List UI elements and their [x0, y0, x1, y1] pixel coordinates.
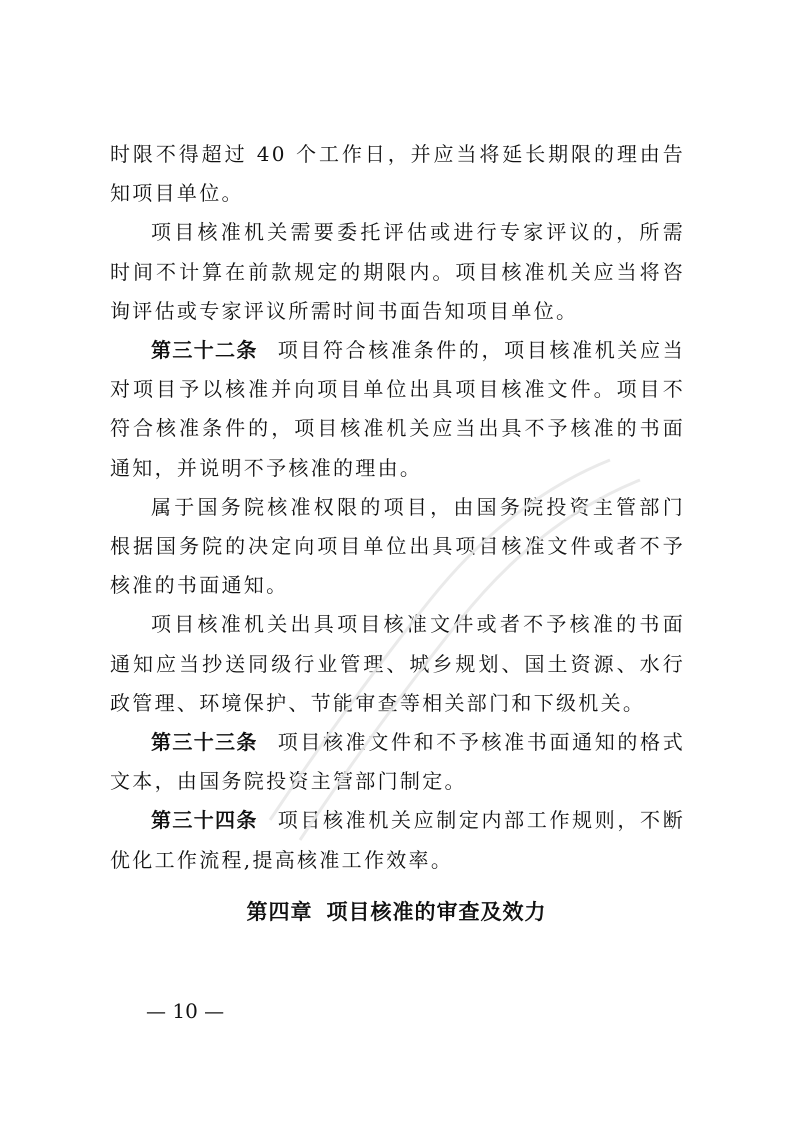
- article-32: 第三十二条 项目符合核准条件的，项目核准机关应当对项目予以核准并向项目单位出具项目核准文件。项目不符合核准条件的，项目核准机关应当出具不予核准的书面通知，并说明不予核准的理由。: [110, 338, 686, 480]
- article-33-label: 第三十三条: [151, 730, 258, 755]
- paragraph-5: 项目核准机关出具项目核准文件或者不予核准的书面通知应当抄送同级行业管理、城乡规划、国土资源、水行政管理、环境保护、节能审查等相关部门和下级机关。: [110, 612, 685, 715]
- chapter-heading: [0, 897, 793, 927]
- article-32-label: 第三十二条: [151, 338, 258, 363]
- paragraph-1: 时限不得超过 40 个工作日，并应当将延长期限的理由告知项目单位。: [110, 142, 685, 206]
- article-34-label: 第三十四条: [151, 808, 258, 833]
- paragraph-4: 属于国务院核准权限的项目，由国务院投资主管部门根据国务院的决定向项目单位出具项目核准文件或者不予核准的书面通知。: [110, 494, 685, 598]
- article-33: 第三十三条 项目核准文件和不予核准书面通知的格式文本，由国务院投资主管部门制定。: [110, 730, 686, 794]
- page-number: — 10 —: [146, 999, 225, 1023]
- article-34: 第三十四条 项目核准机关应制定内部工作规则，不断优化工作流程,提高核准工作效率。: [110, 808, 686, 872]
- body-text: [110, 135, 685, 880]
- chapter-number: 第四章: [246, 900, 313, 924]
- paragraph-2: 项目核准机关需要委托评估或进行专家评议的，所需时间不计算在前款规定的期限内。项目核准机关应当将咨询评估或专家评议所需时间书面告知项目单位。: [110, 220, 685, 323]
- chapter-title: 项目核准的审查及效力: [326, 900, 547, 924]
